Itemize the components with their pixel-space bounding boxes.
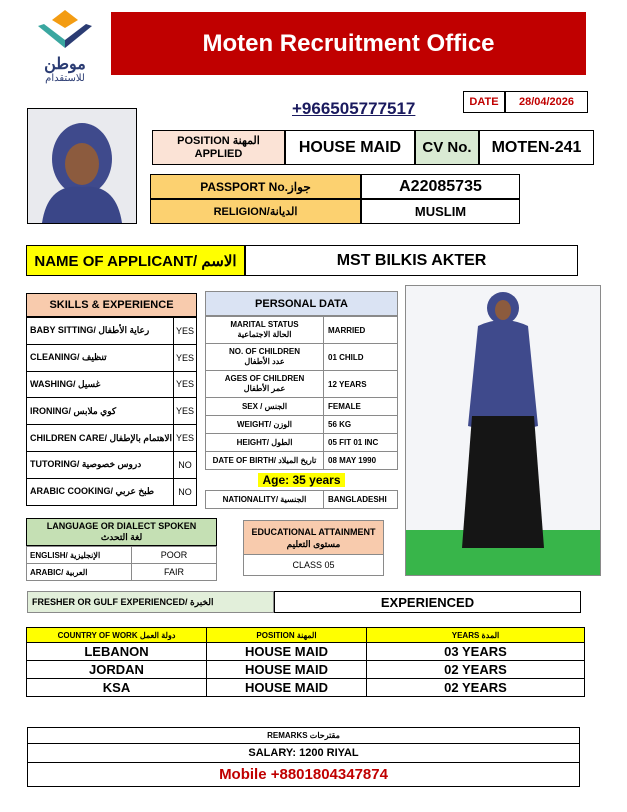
- education-title: EDUCATIONAL ATTAINMENT مستوى التعليم: [243, 520, 384, 555]
- skill-label: BABY SITTING/ رعاية الأطفال: [27, 318, 174, 345]
- work-cell: 03 YEARS: [367, 643, 585, 661]
- language-table: [26, 546, 217, 581]
- personal-label: MARITAL STATUS الحالة الاجتماعية: [206, 317, 324, 344]
- personal-label: SEX / الجنس: [206, 398, 324, 416]
- experience-value: EXPERIENCED: [274, 591, 581, 613]
- education-value: CLASS 05: [243, 555, 384, 576]
- personal-value: MARRIED: [324, 317, 398, 344]
- skill-value: YES: [174, 398, 197, 425]
- nationality-value: BANGLADESHI: [324, 491, 398, 509]
- nationality-row: [206, 491, 398, 509]
- skill-label: ARABIC COOKING/ طبخ عربي: [27, 478, 174, 505]
- page-title: Moten Recruitment Office: [202, 29, 495, 57]
- work-cell: 02 YEARS: [367, 661, 585, 679]
- language-label: ENGLISH/ الإنجليزية: [27, 547, 132, 564]
- company-logo: [28, 8, 102, 84]
- logo-arabic-tagline: للاستقدام: [45, 73, 85, 84]
- language-title: LANGUAGE OR DIALECT SPOKEN لغة التحدث: [26, 518, 217, 546]
- language-value: FAIR: [132, 564, 217, 581]
- cv-label: CV No.: [415, 130, 479, 165]
- applicant-name-label: NAME OF APPLICANT/ الاسم: [26, 245, 245, 276]
- skill-value: YES: [174, 371, 197, 398]
- logo-mark-icon: [28, 8, 102, 52]
- work-row: [27, 679, 585, 697]
- language-value: POOR: [132, 547, 217, 564]
- skill-value: YES: [174, 425, 197, 452]
- skill-row: [27, 398, 197, 425]
- header-banner: [111, 12, 586, 75]
- applicant-name-value: MST BILKIS AKTER: [245, 245, 578, 276]
- language-row: [27, 547, 217, 564]
- cv-value: MOTEN-241: [479, 130, 594, 165]
- skill-value: NO: [174, 451, 197, 478]
- remarks-section: [27, 727, 580, 787]
- personal-row: [206, 344, 398, 371]
- logo-arabic-name: موطن: [44, 56, 86, 73]
- personal-label: HEIGHT/ الطول: [206, 434, 324, 452]
- personal-row: [206, 317, 398, 344]
- age-cell: [206, 470, 398, 491]
- education-section: [243, 520, 384, 576]
- experience-label: FRESHER OR GULF EXPERIENCED/ الخبرة: [27, 591, 274, 613]
- work-row: [27, 661, 585, 679]
- skill-label: CHILDREN CARE/ الاهتمام بالإطفال: [27, 425, 174, 452]
- passport-label: PASSPORT No.جواز: [150, 174, 361, 199]
- skills-table: [26, 317, 197, 506]
- skill-row: [27, 425, 197, 452]
- skill-label: CLEANING/ تنظيف: [27, 344, 174, 371]
- work-cell: HOUSE MAID: [207, 679, 367, 697]
- personal-value: 08 MAY 1990: [324, 452, 398, 470]
- religion-label: RELIGION/الديانة: [150, 199, 361, 224]
- personal-value: 56 KG: [324, 416, 398, 434]
- date-label: DATE: [463, 91, 505, 113]
- position-value: HOUSE MAID: [285, 130, 415, 165]
- skill-row: [27, 318, 197, 345]
- work-history-table: [26, 627, 585, 697]
- personal-row: [206, 452, 398, 470]
- personal-label: WEIGHT/ الوزن: [206, 416, 324, 434]
- language-label: ARABIC/ العربية: [27, 564, 132, 581]
- skill-value: NO: [174, 478, 197, 505]
- language-row: [27, 564, 217, 581]
- work-header-cell: COUNTRY OF WORK دولة العمل: [27, 628, 207, 643]
- skill-row: [27, 451, 197, 478]
- work-cell: HOUSE MAID: [207, 643, 367, 661]
- applicant-full-photo: [405, 285, 601, 576]
- position-label: POSITION المهنة APPLIED: [152, 130, 285, 165]
- applicant-headshot: [27, 108, 137, 224]
- personal-data-section: [205, 291, 398, 509]
- skills-title: SKILLS & EXPERIENCE: [26, 293, 197, 317]
- work-cell: KSA: [27, 679, 207, 697]
- language-section: [26, 518, 217, 581]
- personal-row: [206, 434, 398, 452]
- work-header-cell: POSITION المهنة: [207, 628, 367, 643]
- personal-row: [206, 371, 398, 398]
- skill-row: [27, 478, 197, 505]
- personal-label: AGES OF CHILDREN عمر الأطفال: [206, 371, 324, 398]
- passport-value: A22085735: [361, 174, 520, 199]
- personal-label: DATE OF BIRTH/ تاريخ الميلاد: [206, 452, 324, 470]
- work-cell: LEBANON: [27, 643, 207, 661]
- personal-value: 01 CHILD: [324, 344, 398, 371]
- skills-section: [26, 293, 197, 506]
- skill-label: IRONING/ كوي ملابس: [27, 398, 174, 425]
- work-cell: HOUSE MAID: [207, 661, 367, 679]
- work-header-row: [27, 628, 585, 643]
- skill-value: YES: [174, 344, 197, 371]
- mobile-number: Mobile +8801804347874: [27, 763, 580, 787]
- date-value: 28/04/2026: [505, 91, 588, 113]
- personal-data-title: PERSONAL DATA: [205, 291, 398, 316]
- skill-label: TUTORING/ دروس خصوصية: [27, 451, 174, 478]
- contact-phone[interactable]: +966505777517: [292, 99, 416, 118]
- personal-row: [206, 398, 398, 416]
- work-cell: 02 YEARS: [367, 679, 585, 697]
- skill-value: YES: [174, 318, 197, 345]
- work-header-cell: YEARS المدة: [367, 628, 585, 643]
- personal-row: [206, 416, 398, 434]
- nationality-label: NATIONALITY/ الجنسية: [206, 491, 324, 509]
- personal-value: 12 YEARS: [324, 371, 398, 398]
- skill-row: [27, 344, 197, 371]
- age-value: Age: 35 years: [258, 473, 344, 487]
- work-row: [27, 643, 585, 661]
- work-cell: JORDAN: [27, 661, 207, 679]
- personal-value: FEMALE: [324, 398, 398, 416]
- skill-label: WASHING/ غسيل: [27, 371, 174, 398]
- personal-data-table: [205, 316, 398, 509]
- remarks-title: REMARKS مقترحات: [27, 727, 580, 744]
- religion-value: MUSLIM: [361, 199, 520, 224]
- salary: SALARY: 1200 RIYAL: [27, 744, 580, 763]
- personal-label: NO. OF CHILDREN عدد الأطفال: [206, 344, 324, 371]
- skill-row: [27, 371, 197, 398]
- personal-value: 05 FIT 01 INC: [324, 434, 398, 452]
- age-row: [206, 470, 398, 491]
